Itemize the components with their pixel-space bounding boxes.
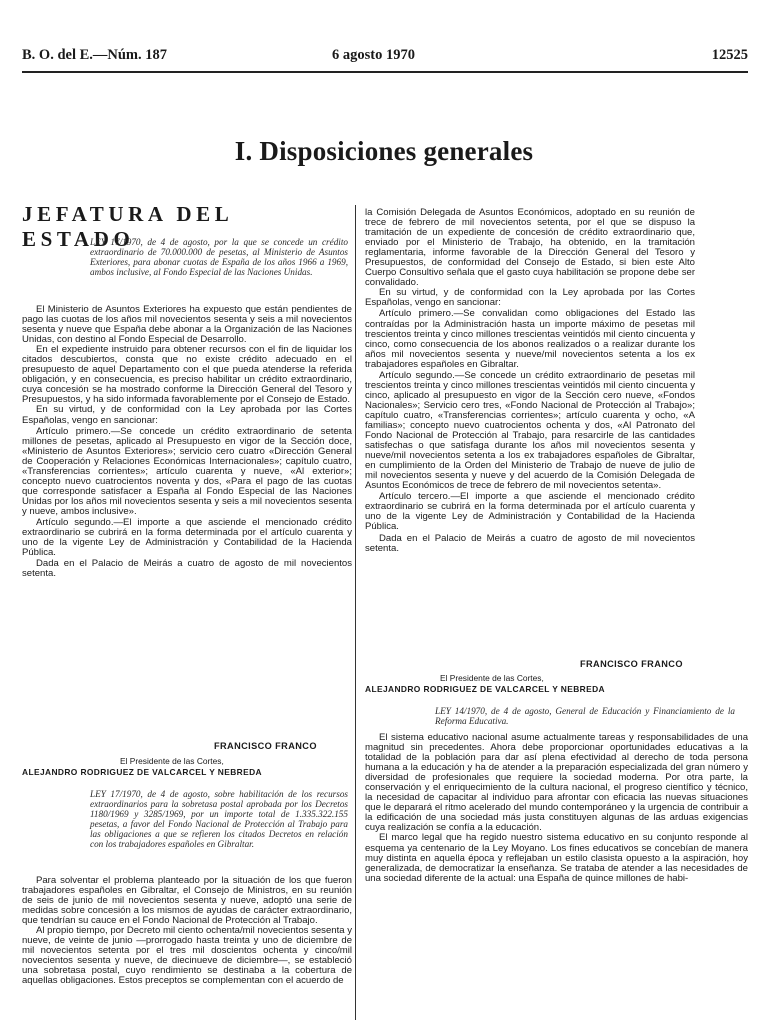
paragraph: Artículo primero.—Se concede un crédito extraordinario de setenta millones de pesetas, aplicado al Presupuesto en vigor de la Sección doce, «Ministerio de Asuntos Exteriores»; servicio cero cuatro «Dirección General de Cooperación y Relaciones Económicas Internacionales»; capítulo cuatro, «Transferencias corrientes»; artículo cuarenta y nueve, «Al exterior»; concepto nuevo cuatrocientos noventa y dos, «Para el pago de las cuotas que corresponde satisfacer a España al Fondo Especial de las Naciones Unidas por los años mil novecientos sesenta y seis a mil novecientos sesenta y nueve, ambos inclusive». bbox=[22, 425, 352, 517]
section-title: I. Disposiciones generales bbox=[234, 136, 534, 166]
header-page-number: 12525 bbox=[711, 47, 748, 63]
header-issue: B. O. del E.—Núm. 187 bbox=[22, 47, 168, 63]
paragraph: Para solventar el problema planteado por la situación de los que fueron trabajadores españoles en Gibraltar, el Consejo de Ministros, en su reunión de seis de junio de mil novecientos sesenta y nueve, adoptó una serie de medidas sobre concesión a los mismos de ayudas de carácter extraordinario, que tendrían su cauce en el Fondo Nacional de Protección al Trabajo. bbox=[22, 875, 352, 927]
law1-signer: FRANCISCO FRANCO bbox=[214, 741, 317, 751]
column-divider bbox=[355, 205, 356, 1020]
paragraph: Artículo segundo.—Se concede un crédito extraordinario de pesetas mil trescientos treinta y cinco millones trescientas veintidós mil ciento cincuenta y cinco, aplicado al presupuesto en vigor de la Sección cero nueve, «Fondos Nacionales»; Servicio cero tres, «Fondo Nacional de Protección al Trabajo»; capítulo cuatro, «Transferencias corrientes»; artículo cuarenta y ocho, «A familias»; concepto nuevo cuatrocientos ochenta y dos, «Al Patronato del Fondo Nacional de Protección al Trabajo, para resarcirle de las cantidades satisfechas o que satisfaga durante los años mil novecientos sesenta y nueve/mil novecientos setenta a los ex trabajadores españoles de Gibraltar, en cumplimiento de la Orden del Ministerio de Trabajo de nueve de julio de mil novecientos sesenta y nueve y del acuerdo de la Comisión Delegada de Asuntos Económicos de trece de febrero de mil novecientos setenta». bbox=[365, 369, 695, 492]
law2-body bbox=[22, 876, 352, 987]
law2-countersign-name: ALEJANDRO RODRIGUEZ DE VALCARCEL Y NEBREDA bbox=[365, 684, 605, 694]
law1-countersign-role: El Presidente de las Cortes, bbox=[120, 756, 224, 766]
paragraph: En su virtud, y de conformidad con la Ley aprobada por las Cortes Españolas, vengo en sancionar: bbox=[365, 287, 695, 309]
law1-countersign-name: ALEJANDRO RODRIGUEZ DE VALCARCEL Y NEBREDA bbox=[22, 767, 262, 777]
law2-title: LEY 17/1970, de 4 de agosto, sobre habilitación de los recursos extraordinarios para la sobretasa postal aprobada por los Decretos 1180/1969 y 3285/1969, por un importe total de 1.335.322.155 pesetas, a favor del Fondo Nacional de Protección al Trabajo para las obligaciones a que se refieren los citados Decretos en relación con los trabajadores españoles en Gibraltar. bbox=[90, 789, 348, 849]
law1-title: LEY 17/1970, de 4 de agosto, por la que se concede un crédito extraordinario de 70.000.000 de pesetas, al Ministerio de Asuntos Exteriores, para abonar cuotas de España de los años 1966 a 1969, ambos inclusive, al Fondo Especial de las Naciones Unidas. bbox=[90, 237, 348, 277]
paragraph: Artículo segundo.—El importe a que asciende el mencionado crédito extraordinario se cubrirá en la forma determinada por el artículo cuarenta y uno de la vigente Ley de Administración y Contabilidad de la Hacienda Pública. bbox=[22, 516, 352, 559]
paragraph: En su virtud, y de conformidad con la Ley aprobada por las Cortes Españolas, vengo en sancionar: bbox=[22, 404, 352, 426]
paragraph: Al propio tiempo, por Decreto mil ciento ochenta/mil novecientos sesenta y nueve, de veinte de junio —prorrogado hasta treinta y uno de diciembre de mil novecientos setenta por el tres mil doscientos ochenta y cinco/mil novecientos sesenta y nueve, de diecinueve de diciembre—, se estableció una sobretasa postal, cuyo rendimiento se destinaba a la cobertura de aquellas obligaciones. Estos preceptos se complementan con el acuerdo de bbox=[22, 925, 352, 987]
page-header bbox=[22, 47, 748, 69]
law2-countersign-role: El Presidente de las Cortes, bbox=[440, 673, 544, 683]
law2-signer: FRANCISCO FRANCO bbox=[580, 659, 683, 669]
law3-title: LEY 14/1970, de 4 de agosto, General de Educación y Financiamiento de la Reforma Educativa. bbox=[435, 706, 735, 726]
paragraph: Dada en el Palacio de Meirás a cuatro de agosto de mil novecientos setenta. bbox=[365, 532, 695, 554]
department-heading: JEFATURA DEL ESTADO bbox=[22, 202, 233, 251]
paragraph: Artículo tercero.—El importe a que asciende el mencionado crédito extraordinario se cubrirá en la forma determinada por el artículo cuarenta y uno de la vigente Ley de Administración y Contabilidad de la Hacienda Pública. bbox=[365, 491, 695, 533]
paragraph: En el expediente instruido para obtener recursos con el fin de liquidar los citados descubiertos, consta que no existe crédito adecuado en el presupuesto de aquel Departamento con el que pueda atenderse la referida obligación, y en consecuencia, es preciso habilitar un crédito extraordinario, cuya concesión se ha mostrado conforme la Dirección General del Tesoro y Presupuestos, y ha sido informada favorablemente por el Consejo de Estado. bbox=[22, 344, 352, 406]
paragraph: El Ministerio de Asuntos Exteriores ha expuesto que están pendientes de pago las cuotas de los años mil novecientos sesenta y seis a mil novecientos sesenta y nueve que España debe abonar a la Organización de las Naciones Unidas, con destino al Fondo Especial de Desarrollo. bbox=[22, 304, 352, 346]
paragraph: El marco legal que ha regido nuestro sistema educativo en su conjunto responde al esquema ya centenario de la Ley Moyano. Los fines educativos se concebían de manera muy distinta en aquella época y reflejaban un estilo clasista opuesto a la aspiración, hoy generalizada, de democratizar la enseñanza. Se trataba de atender a las necesidades de una sociedad diferente de la actual: una España de quince millones de habi- bbox=[365, 832, 748, 884]
law2-continuation bbox=[365, 208, 695, 554]
law3-body bbox=[365, 733, 748, 884]
header-rule bbox=[22, 71, 748, 73]
paragraph: El sistema educativo nacional asume actualmente tareas y responsabilidades de una magnitud sin precedentes. Ahora debe proporcionar oportunidades educativas a la totalidad de la población para dar así plena efectividad al derecho de toda persona humana a la educación y ha de atender a la preparación especializada del gran número y diversidad de profesionales que requiere la sociedad moderna. Por otra parte, la conservación y el enriquecimiento de la cultura nacional, el progreso científico y técnico, la necesidad de capacitar al individuo para afrontar con eficacia las nuevas situaciones que le deparará el ritmo acelerado del mundo contemporáneo y la urgencia de contribuir a la edificación de una sociedad más justa constituyen algunas de las arduas exigencias cuya realización se confía a la educación. bbox=[365, 732, 748, 834]
paragraph: la Comisión Delegada de Asuntos Económicos, adoptado en su reunión de trece de febrero de mil novecientos setenta, por el que se dispuso la tramitación de un expediente de concesión de crédito extraordinario que, enviado por el Ministerio de Trabajo, ha obtenido, en la tramitación reglamentaria, informe favorable de la Dirección General del Tesoro y Presupuestos, de conformidad del Consejo de Estado, si bien este Alto Cuerpo Consultivo señala que el gasto cuya habilitación se propone debe ser convalidado. bbox=[365, 207, 695, 289]
paragraph: Artículo primero.—Se convalidan como obligaciones del Estado las contraídas por la Administración hasta un importe máximo de pesetas mil trescientos treinta y cinco millones trescientas veintidós mil ciento cincuenta y cinco, como consecuencia de los abonos realizados o a realizar durante los años mil novecientos sesenta y nueve/mil novecientos setenta a los ex trabajadores españoles en Gibraltar. bbox=[365, 308, 695, 370]
header-date: 6 agosto 1970 bbox=[332, 47, 415, 63]
paragraph: Dada en el Palacio de Meirás a cuatro de agosto de mil novecientos setenta. bbox=[22, 558, 352, 580]
law1-body bbox=[22, 305, 352, 579]
